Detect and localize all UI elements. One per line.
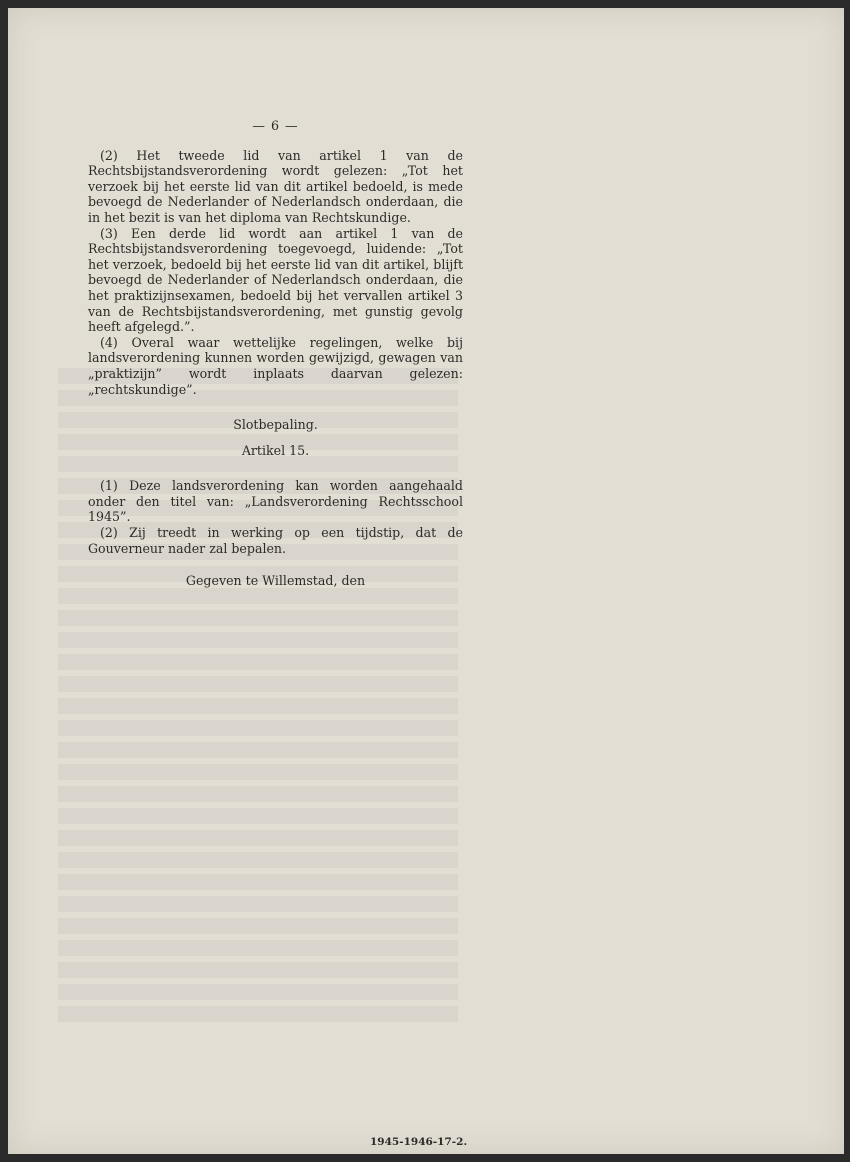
document-body	[88, 118, 463, 589]
final-paragraph-1: (1) Deze landsverordening kan worden aangehaald onder den titel van: „Landsverordening Rechtsschool 1945”.	[88, 478, 463, 525]
paragraph-2: (2) Het tweede lid van artikel 1 van de Rechtsbijstandsverordening wordt gelezen: „Tot het verzoek bij het eerste lid van dit artikel bedoeld, is mede bevoegd de Nederlander of Nederlandsch onderdaan, die in het bezit is van het diploma van Rechtskundige.	[88, 147, 463, 225]
document-page	[8, 8, 844, 1154]
paragraph-3: (3) Een derde lid wordt aan artikel 1 van de Rechtsbijstandsverordening toegevoegd, luidende: „Tot het verzoek, bedoeld bij het eerste lid van dit artikel, blijft bevoegd de Nederlander of Nederlandsch onderdaan, die het praktizijnsexamen, bedoeld bij het vervallen artikel 3 van de Rechtsbijstandsverordening, met gunstig gevolg heeft afgelegd.”.	[88, 225, 463, 335]
article-title: Artikel 15.	[241, 442, 310, 458]
final-paragraph-2: (2) Zij treedt in werking op een tijdstip, dat de Gouverneur nader zal bepalen.	[88, 525, 463, 556]
footer-code: 1945-1946-17-2.	[370, 1136, 468, 1148]
page-number: — 6 —	[252, 118, 299, 133]
section-heading: Slotbepaling.	[233, 417, 318, 433]
paragraph-4: (4) Overal waar wettelijke regelingen, welke bij landsverordening kunnen worden gewijzigd, gewagen van „praktizijn” wordt inplaats daarvan gelezen: „rechtskundige”.	[88, 334, 463, 397]
signature-line: Gegeven te Willemstad, den	[185, 573, 366, 589]
